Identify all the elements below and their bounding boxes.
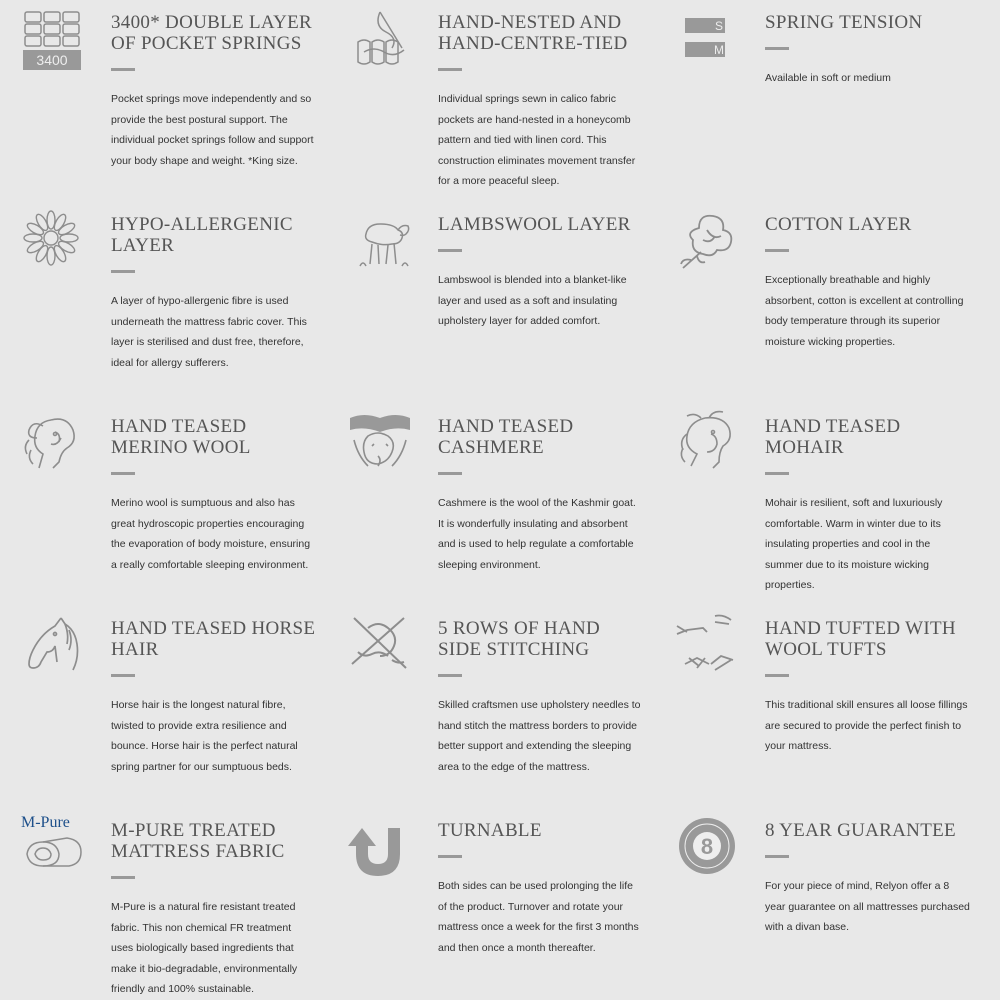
guarantee-8-icon [677,816,741,880]
feature-description: This traditional skill ensures all loose fillings are secured to provide the perfect finish to your mattress. [765,699,968,753]
medium-label: M [714,43,724,57]
title-divider [438,674,462,677]
feature-title: M-PURE TREATED MATTRESS FABRIC [111,820,285,862]
m-pure-icon [23,814,87,878]
feature-cotton [765,208,1000,408]
feature-turnable [438,814,678,1000]
title-divider [438,855,462,858]
feature-cashmere [438,410,678,610]
feature-description: For your piece of mind, Relyon offer a 8 year guarantee on all mattresses purchased with a divan base. [765,880,970,934]
lamb-icon [352,208,416,272]
feature-mohair [765,410,1000,610]
feature-side-stitching [438,612,678,812]
feature-title: HAND TEASED MOHAIR [765,416,901,458]
feature-title: HAND-NESTED AND HAND-CENTRE-TIED [438,12,628,54]
feature-title: 3400* DOUBLE LAYER OF POCKET SPRINGS [111,12,313,54]
feature-title: COTTON LAYER [765,214,912,235]
m-pure-logo-text: M-Pure [21,814,70,831]
feature-description: Horse hair is the longest natural fibre, twisted to provide extra resilience and bounce. Horse hair is the perfect natural spring partner for our sumptuous beds. [111,699,298,773]
feature-pocket-springs [36,6,351,206]
title-divider [438,472,462,475]
feature-merino-wool [111,410,351,610]
feature-description: Both sides can be used prolonging the life of the product. Turnover and rotate your mattress once a week for the first 3 months and then once a month thereafter. [438,880,639,954]
stitching-icon [348,612,412,676]
title-divider [765,674,789,677]
title-divider [438,68,462,71]
feature-horse-hair [111,612,351,812]
title-divider [765,249,789,252]
tufts-icon [675,612,739,676]
feature-wool-tufts [765,612,1000,812]
merino-sheep-icon [21,410,85,474]
feature-m-pure [21,814,351,1000]
pocket-springs-icon-label: 3400 [36,52,68,68]
title-divider [111,472,135,475]
cashmere-goat-icon [348,410,412,474]
title-divider [765,47,789,50]
feature-title: 8 YEAR GUARANTEE [765,820,956,841]
feature-description: Exceptionally breathable and highly absorbent, cotton is excellent at controlling body temperature through its superior moisture wicking properties. [765,274,964,348]
feature-title: HAND TUFTED WITH WOOL TUFTS [765,618,956,660]
feature-title: LAMBSWOOL LAYER [438,214,631,235]
flower-icon [21,208,85,272]
feature-description: Skilled craftsmen use upholstery needles to hand stitch the mattress borders to provide better support and extending the sleeping area to the edge of the mattress. [438,699,641,773]
feature-description: Available in soft or medium [765,72,891,84]
feature-title: HAND TEASED MERINO WOOL [111,416,251,458]
cotton-icon [677,208,741,272]
feature-guarantee [700,814,1000,1000]
title-divider [111,68,135,71]
feature-description: M-Pure is a natural fire resistant treated fabric. This non chemical FR treatment uses biologically based ingredients that make it bio-degradable, environmentally friendly and 100% sustainable. [111,901,298,996]
pocket-springs-icon [21,10,85,74]
feature-lambswool [438,208,678,408]
title-divider [111,270,135,273]
feature-description: Merino wool is sumptuous and also has great hydroscopic properties encouraging the evaporation of body moisture, ensuring a really comfortable sleeping environment. [111,497,311,571]
horse-icon [21,612,85,676]
mohair-goat-icon [675,410,739,474]
feature-hypo-allergenic [111,208,351,408]
feature-title: TURNABLE [438,820,542,841]
needle-springs-icon [350,8,414,72]
title-divider [765,472,789,475]
feature-description: Lambswool is blended into a blanket-like layer and used as a soft and insulating upholstery layer for added comfort. [438,274,627,328]
feature-title: SPRING TENSION [765,12,923,33]
feature-title: 5 ROWS OF HAND SIDE STITCHING [438,618,601,660]
title-divider [111,674,135,677]
title-divider [111,876,135,879]
turn-arrow-icon [348,818,412,882]
feature-title: HAND TEASED CASHMERE [438,416,574,458]
feature-description: Cashmere is the wool of the Kashmir goat. It is wonderfully insulating and absorbent and is used to help regulate a comfortable sleeping environment. [438,497,636,571]
feature-description: Mohair is resilient, soft and luxuriously comfortable. Warm in winter due to its insulating properties and cool in the summer due to its moisture wicking properties. [765,497,943,592]
title-divider [765,855,789,858]
title-divider [438,249,462,252]
feature-title: HAND TEASED HORSE HAIR [111,618,316,660]
feature-description: A layer of hypo-allergenic fibre is used underneath the mattress fabric cover. This layer is sterilised and dust free, therefore, ideal for allergy sufferers. [111,295,307,369]
soft-label: S [714,19,724,33]
feature-description: Pocket springs move independently and so provide the best postural support. The individual pocket springs follow and support your body shape and weight. *King size. [111,93,314,167]
feature-title: HYPO-ALLERGENIC LAYER [111,214,293,256]
feature-description: Individual springs sewn in calico fabric pockets are hand-nested in a honeycomb pattern and tied with linen cord. This construction eliminates movement transfer for a more peaceful sleep. [438,93,636,188]
feature-spring-tension [714,6,1000,206]
guarantee-years-label: 8 [700,834,714,859]
tension-sm-icon [683,16,747,80]
feature-hand-nested [438,6,678,206]
